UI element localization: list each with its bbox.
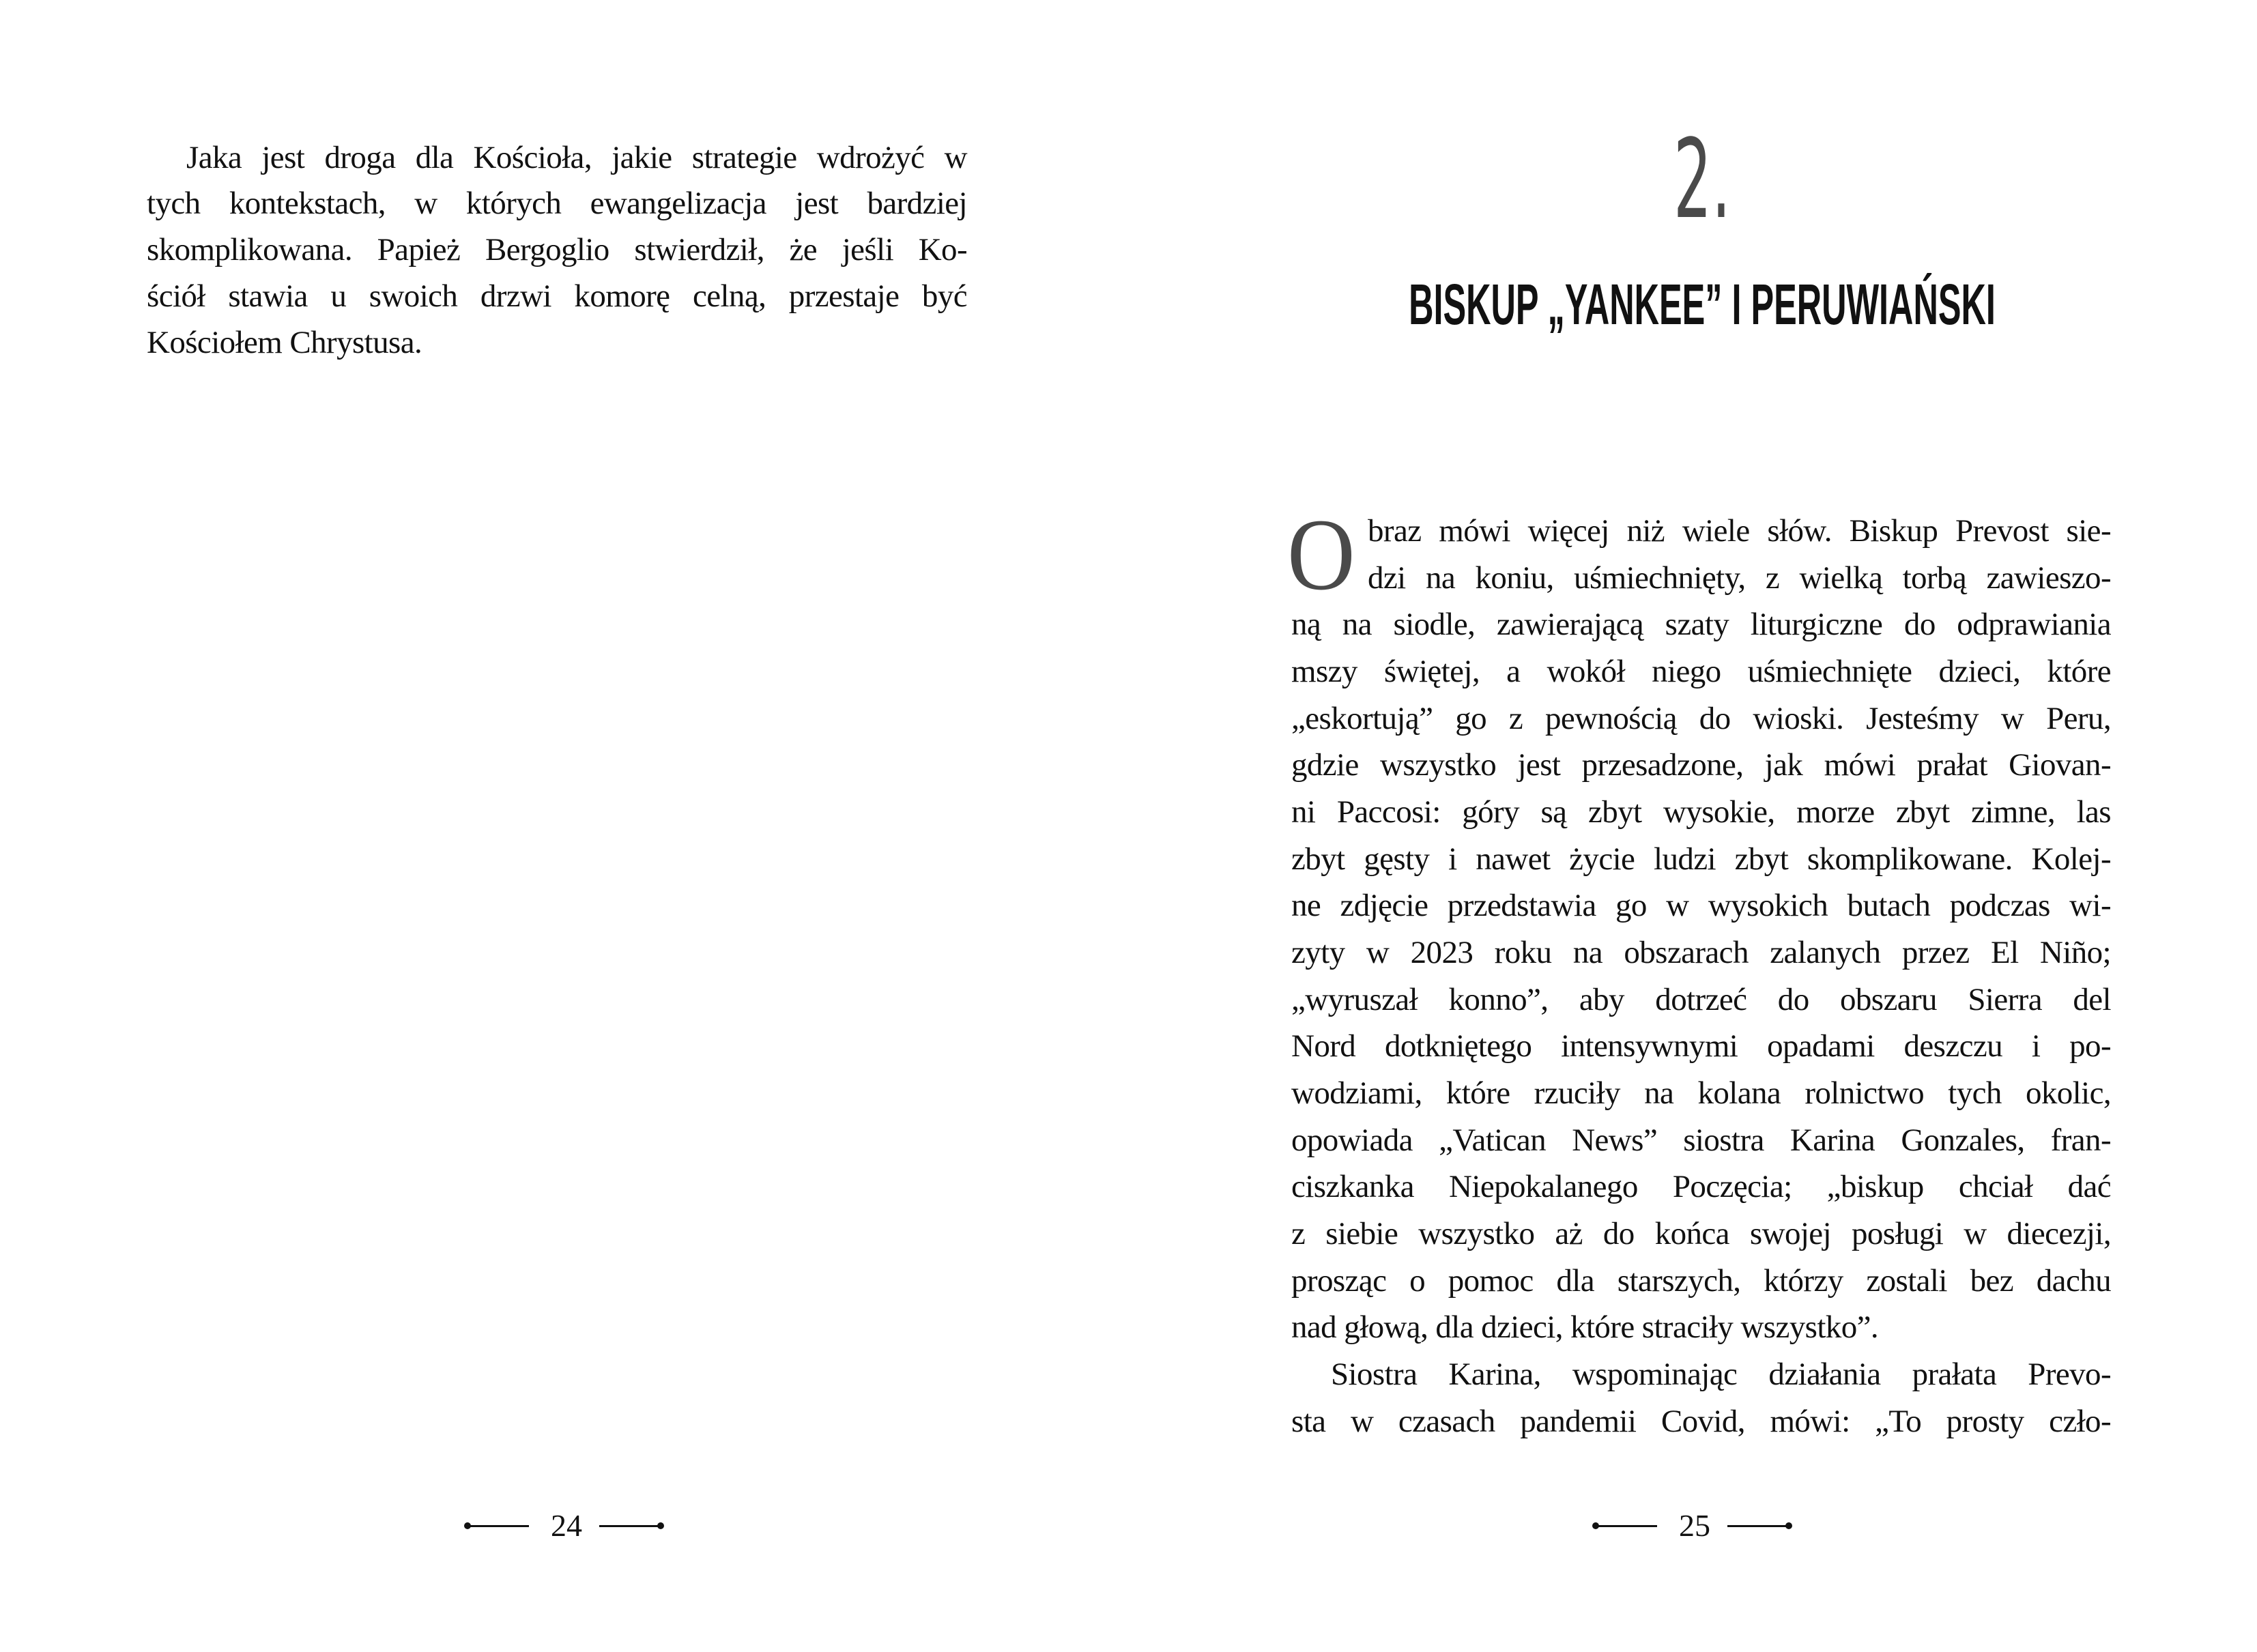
- text-line: dzi na koniu, uśmiechnięty, z wielką torbą zawieszo-: [1368, 560, 2111, 596]
- text-line: Kościołem Chrystusa.: [147, 325, 422, 360]
- drop-cap: O: [1287, 498, 1355, 611]
- footer-rule: [1727, 1525, 1789, 1527]
- page-number-footer: [464, 1509, 669, 1542]
- footer-rule: [599, 1525, 661, 1527]
- footer-rule: [1596, 1525, 1657, 1527]
- footer-dot-ornament: [1785, 1522, 1792, 1529]
- page-number-footer: [1592, 1509, 1797, 1542]
- text-line: skomplikowana. Papież Bergoglio stwierdził, że jeśli Ko-: [147, 232, 967, 267]
- chapter-number: 2.: [1673, 115, 1731, 243]
- text-line: Nord dotkniętego intensywnymi opadami deszczu i po-: [1291, 1028, 2111, 1064]
- text-line: ni Paccosi: góry są zbyt wysokie, morze zbyt zimne, las: [1291, 794, 2111, 830]
- text-line: opowiada „Vatican News” siostra Karina Gonzales, fran-: [1291, 1122, 2111, 1158]
- right-page: [1128, 0, 2257, 1652]
- text-line: Jaka jest droga dla Kościoła, jakie strategie wdrożyć w: [186, 140, 967, 175]
- page-number: 25: [1679, 1508, 1710, 1543]
- text-line: Siostra Karina, wspominając działania prałata Prevo-: [1331, 1357, 2111, 1392]
- text-line: wodziami, które rzuciły na kolana rolnictwo tych okolic,: [1291, 1075, 2111, 1111]
- text-line: zbyt gęsty i nawet życie ludzi zbyt skomplikowane. Kolej-: [1291, 841, 2111, 877]
- chapter-title: BISKUP „YANKEE” I PERUWIAŃSKI: [1409, 272, 1996, 336]
- footer-dot-ornament: [657, 1522, 664, 1529]
- text-line: zyty w 2023 roku na obszarach zalanych przez El Niño;: [1291, 935, 2111, 970]
- text-line: ściół stawia u swoich drzwi komorę celną, przestaje być: [147, 278, 967, 314]
- page-number: 24: [551, 1508, 582, 1543]
- text-line: ną na siodle, zawierającą szaty liturgiczne do odprawiania: [1291, 607, 2111, 642]
- text-line: sta w czasach pandemii Covid, mówi: „To prosty czło-: [1291, 1404, 2111, 1439]
- footer-rule: [468, 1525, 529, 1527]
- text-line: ciszkanka Niepokalanego Poczęcia; „biskup chciał dać: [1291, 1169, 2111, 1204]
- text-line: „wyruszał konno”, aby dotrzeć do obszaru Sierra del: [1291, 982, 2111, 1017]
- text-line: gdzie wszystko jest przesadzone, jak mówi prałat Giovan-: [1291, 747, 2111, 783]
- text-line: prosząc o pomoc dla starszych, którzy zostali bez dachu: [1291, 1263, 2111, 1299]
- text-line: „eskortują” go z pewnością do wioski. Jesteśmy w Peru,: [1291, 701, 2111, 736]
- text-line: tych kontekstach, w których ewangelizacja jest bardziej: [147, 186, 967, 221]
- text-line: ne zdjęcie przedstawia go w wysokich butach podczas wi-: [1291, 888, 2111, 923]
- text-line: braz mówi więcej niż wiele słów. Biskup Prevost sie-: [1368, 513, 2111, 549]
- text-line: nad głową, dla dzieci, które straciły wszystko”.: [1291, 1309, 1879, 1345]
- left-page: [0, 0, 1128, 1652]
- text-line: z siebie wszystko aż do końca swojej posługi w diecezji,: [1291, 1216, 2111, 1251]
- text-line: mszy świętej, a wokół niego uśmiechnięte dzieci, które: [1291, 654, 2111, 689]
